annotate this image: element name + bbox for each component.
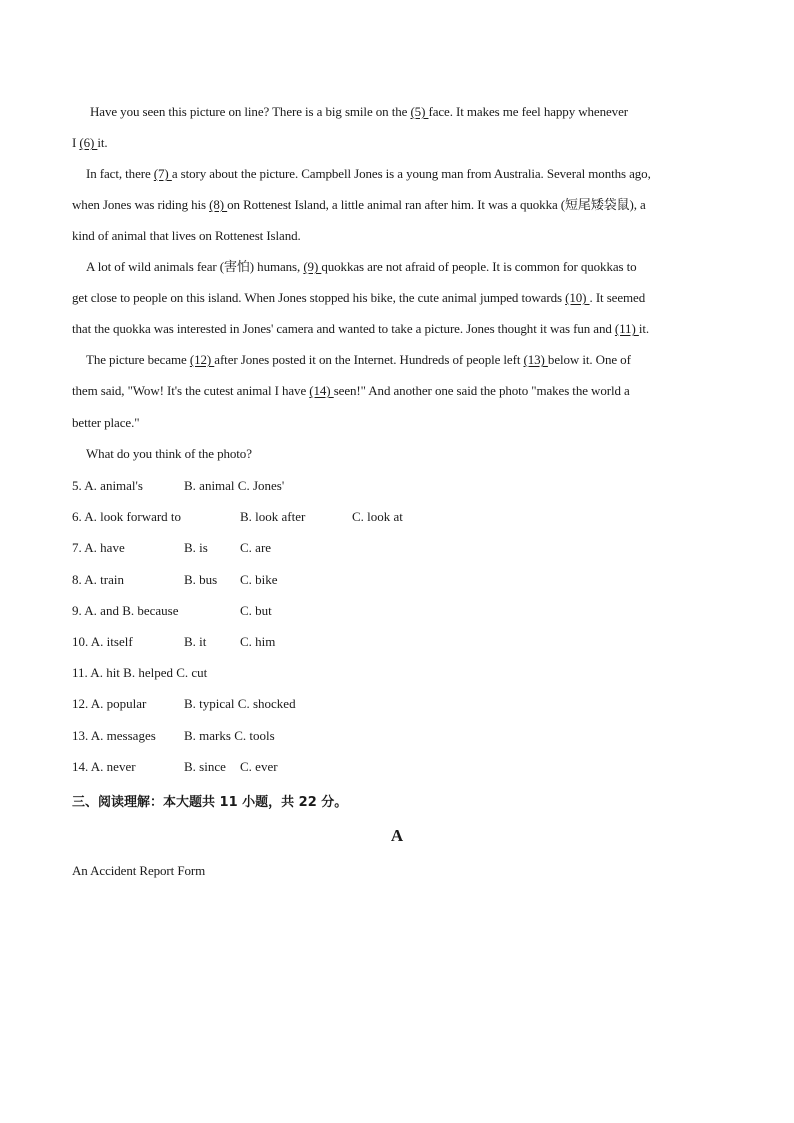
passage-line-11: better place." xyxy=(72,415,140,430)
text-span: when Jones was riding his xyxy=(72,197,210,212)
text-span: a story about the picture. Campbell Jones is a young man from Australia. Several months ago, xyxy=(171,166,651,181)
passage-line-6 xyxy=(86,259,736,275)
question-6-option-c: C. look at xyxy=(352,509,403,524)
question-8-option-c: C. bike xyxy=(240,572,278,587)
blank-9: (9) xyxy=(303,259,322,274)
question-7-option-b: B. is xyxy=(184,540,208,555)
text-span: A lot of wild animals fear (害怕) humans, xyxy=(86,259,304,274)
question-14-option-c: C. ever xyxy=(240,759,278,774)
text-span: it. xyxy=(638,321,650,336)
text-span: below it. One of xyxy=(547,352,631,367)
blank-7: (7) xyxy=(153,166,172,181)
passage-line-12: What do you think of the photo? xyxy=(86,446,252,461)
form-title: An Accident Report Form xyxy=(72,863,206,878)
text-span: In fact, there xyxy=(86,166,154,181)
text-span: after Jones posted it on the Internet. Hundreds of people left xyxy=(214,352,524,367)
question-14: 14. A. never xyxy=(72,759,136,774)
text-span: Have you seen this picture on line? There is a big smile on the xyxy=(90,104,411,119)
question-8-option-b: B. bus xyxy=(184,572,218,587)
passage-line-1 xyxy=(90,104,740,120)
blank-11: (11) xyxy=(614,321,639,336)
text-span: on Rottenest Island, a little animal ran after him. It was a quokka (短尾矮袋鼠), a xyxy=(227,197,646,212)
question-6-option-b: B. look after xyxy=(240,509,306,524)
passage-line-4 xyxy=(72,197,722,213)
part-heading: A xyxy=(390,826,404,845)
text-span: The picture became xyxy=(86,352,190,367)
question-10-option-c: C. him xyxy=(240,634,276,649)
passage-line-7 xyxy=(72,290,722,306)
text-span: quokkas are not afraid of people. It is common for quokkas to xyxy=(321,259,637,274)
question-9: 9. A. and B. because xyxy=(72,603,179,618)
question-7: 7. A. have xyxy=(72,540,125,555)
passage-line-9 xyxy=(86,352,736,368)
passage-line-5: kind of animal that lives on Rottenest Island. xyxy=(72,228,301,243)
text-span: get close to people on this island. When Jones stopped his bike, the cute animal jumped towards xyxy=(72,290,566,305)
question-14-option-b: B. since xyxy=(184,759,226,774)
text-span: I xyxy=(72,135,80,150)
passage-line-8 xyxy=(72,321,722,337)
blank-5: (5) xyxy=(410,104,429,119)
question-9-option-c: C. but xyxy=(240,603,272,618)
question-6: 6. A. look forward to xyxy=(72,509,182,524)
blank-10: (10) xyxy=(565,290,590,305)
passage-line-10 xyxy=(72,383,722,399)
question-10-option-b: B. it xyxy=(184,634,207,649)
question-7-option-c: C. are xyxy=(240,540,272,555)
blank-14: (14) xyxy=(309,383,334,398)
text-span: seen!" And another one said the photo "makes the world a xyxy=(333,383,630,398)
question-11: 11. A. hit B. helped C. cut xyxy=(72,665,208,680)
question-8: 8. A. train xyxy=(72,572,124,587)
question-12-options: B. typical C. shocked xyxy=(184,696,296,711)
question-12: 12. A. popular xyxy=(72,696,147,711)
section-title: 三、阅读理解：本大题共 11 小题，共 22 分。 xyxy=(72,795,348,810)
question-5: 5. A. animal's xyxy=(72,478,143,493)
blank-12: (12) xyxy=(189,352,215,367)
passage-line-3 xyxy=(86,166,736,182)
passage-line-2 xyxy=(72,135,722,151)
text-span: . It seemed xyxy=(589,290,646,305)
blank-13: (13) xyxy=(523,352,548,367)
question-5-options: B. animal C. Jones' xyxy=(184,478,285,493)
question-10: 10. A. itself xyxy=(72,634,133,649)
text-span: that the quokka was interested in Jones' camera and wanted to take a picture. Jones thought it was fun and xyxy=(72,321,615,336)
blank-6: (6) xyxy=(79,135,98,150)
blank-8: (8) xyxy=(209,197,228,212)
text-span: it. xyxy=(97,135,108,150)
text-span: them said, "Wow! It's the cutest animal I have xyxy=(72,383,310,398)
text-span: face. It makes me feel happy whenever xyxy=(428,104,628,119)
question-13: 13. A. messages xyxy=(72,728,156,743)
question-13-options: B. marks C. tools xyxy=(184,728,275,743)
